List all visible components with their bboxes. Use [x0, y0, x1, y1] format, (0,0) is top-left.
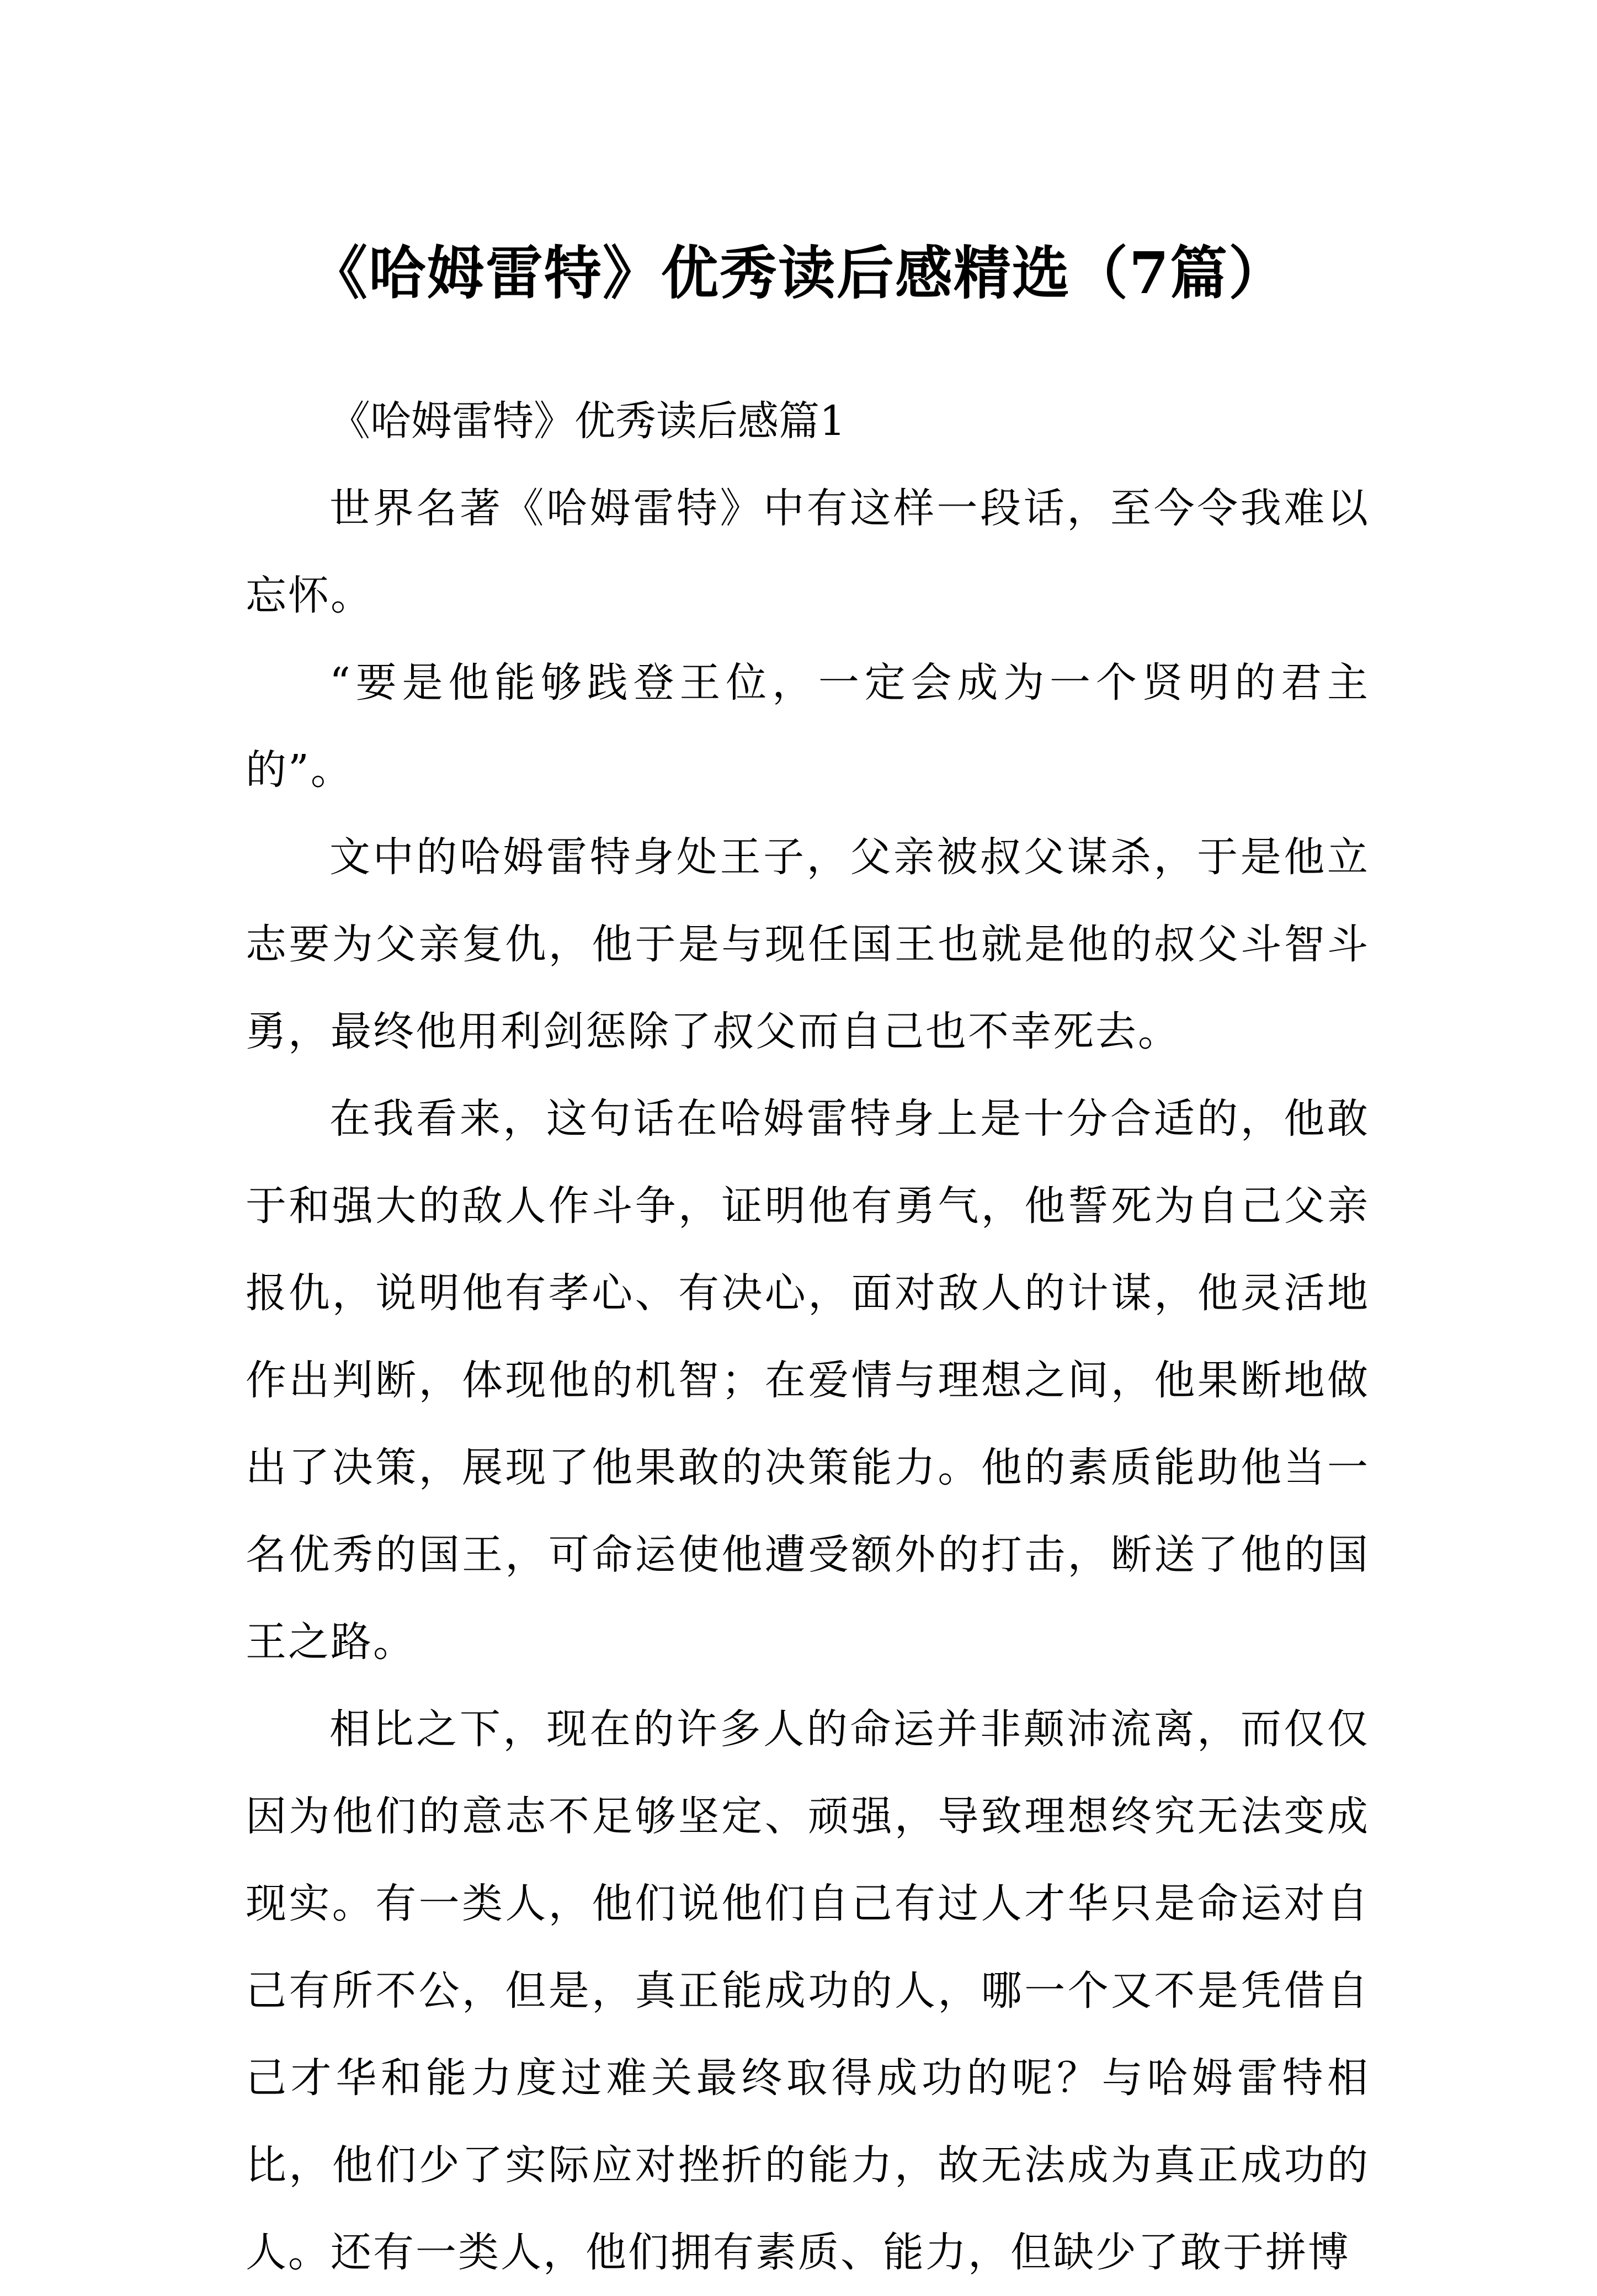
paragraph: 相比之下，现在的许多人的命运并非颠沛流离，而仅仅因为他们的意志不足够坚定、顽强，导致理想终究无法变成现实。有一类人，他们说他们自己有过人才华只是命运对自己有所不公，但是，真正能成功的人，哪一个又不是凭借自己才华和能力度过难关最终取得成功的呢？与哈姆雷特相比，他们少了实际应对挫折的能力，故无法成为真正成功的人。还有一类人，他们拥有素质、能力，但缺少了敢于拼博: [246, 1705, 1370, 2276]
paragraph: 世界名著《哈姆雷特》中有这样一段话，至今令我难以忘怀。: [246, 485, 1370, 619]
document-title: 《哈姆雷特》优秀读后感精选（7篇）: [310, 238, 1287, 307]
paragraph: “要是他能够践登王位，一定会成为一个贤明的君主的”。: [246, 659, 1370, 794]
article-body: [246, 378, 1370, 2296]
paragraph: 文中的哈姆雷特身处王子，父亲被叔父谋杀，于是他立志要为父亲复仇，他于是与现任国王也就是他的叔父斗智斗勇，最终他用利剑惩除了叔父而自己也不幸死去。: [246, 833, 1370, 1055]
article-heading: 《哈姆雷特》优秀读后感篇1: [329, 397, 846, 445]
paragraph: 在我看来，这句话在哈姆雷特身上是十分合适的，他敢于和强大的敌人作斗争，证明他有勇气，他誓死为自己父亲报仇，说明他有孝心、有决心，面对敌人的计谋，他灵活地作出判断，体现他的机智；在爱情与理想之间，他果断地做出了决策，展现了他果敢的决策能力。他的素质能助他当一名优秀的国王，可命运使他遭受额外的打击，断送了他的国王之路。: [246, 1095, 1370, 1666]
